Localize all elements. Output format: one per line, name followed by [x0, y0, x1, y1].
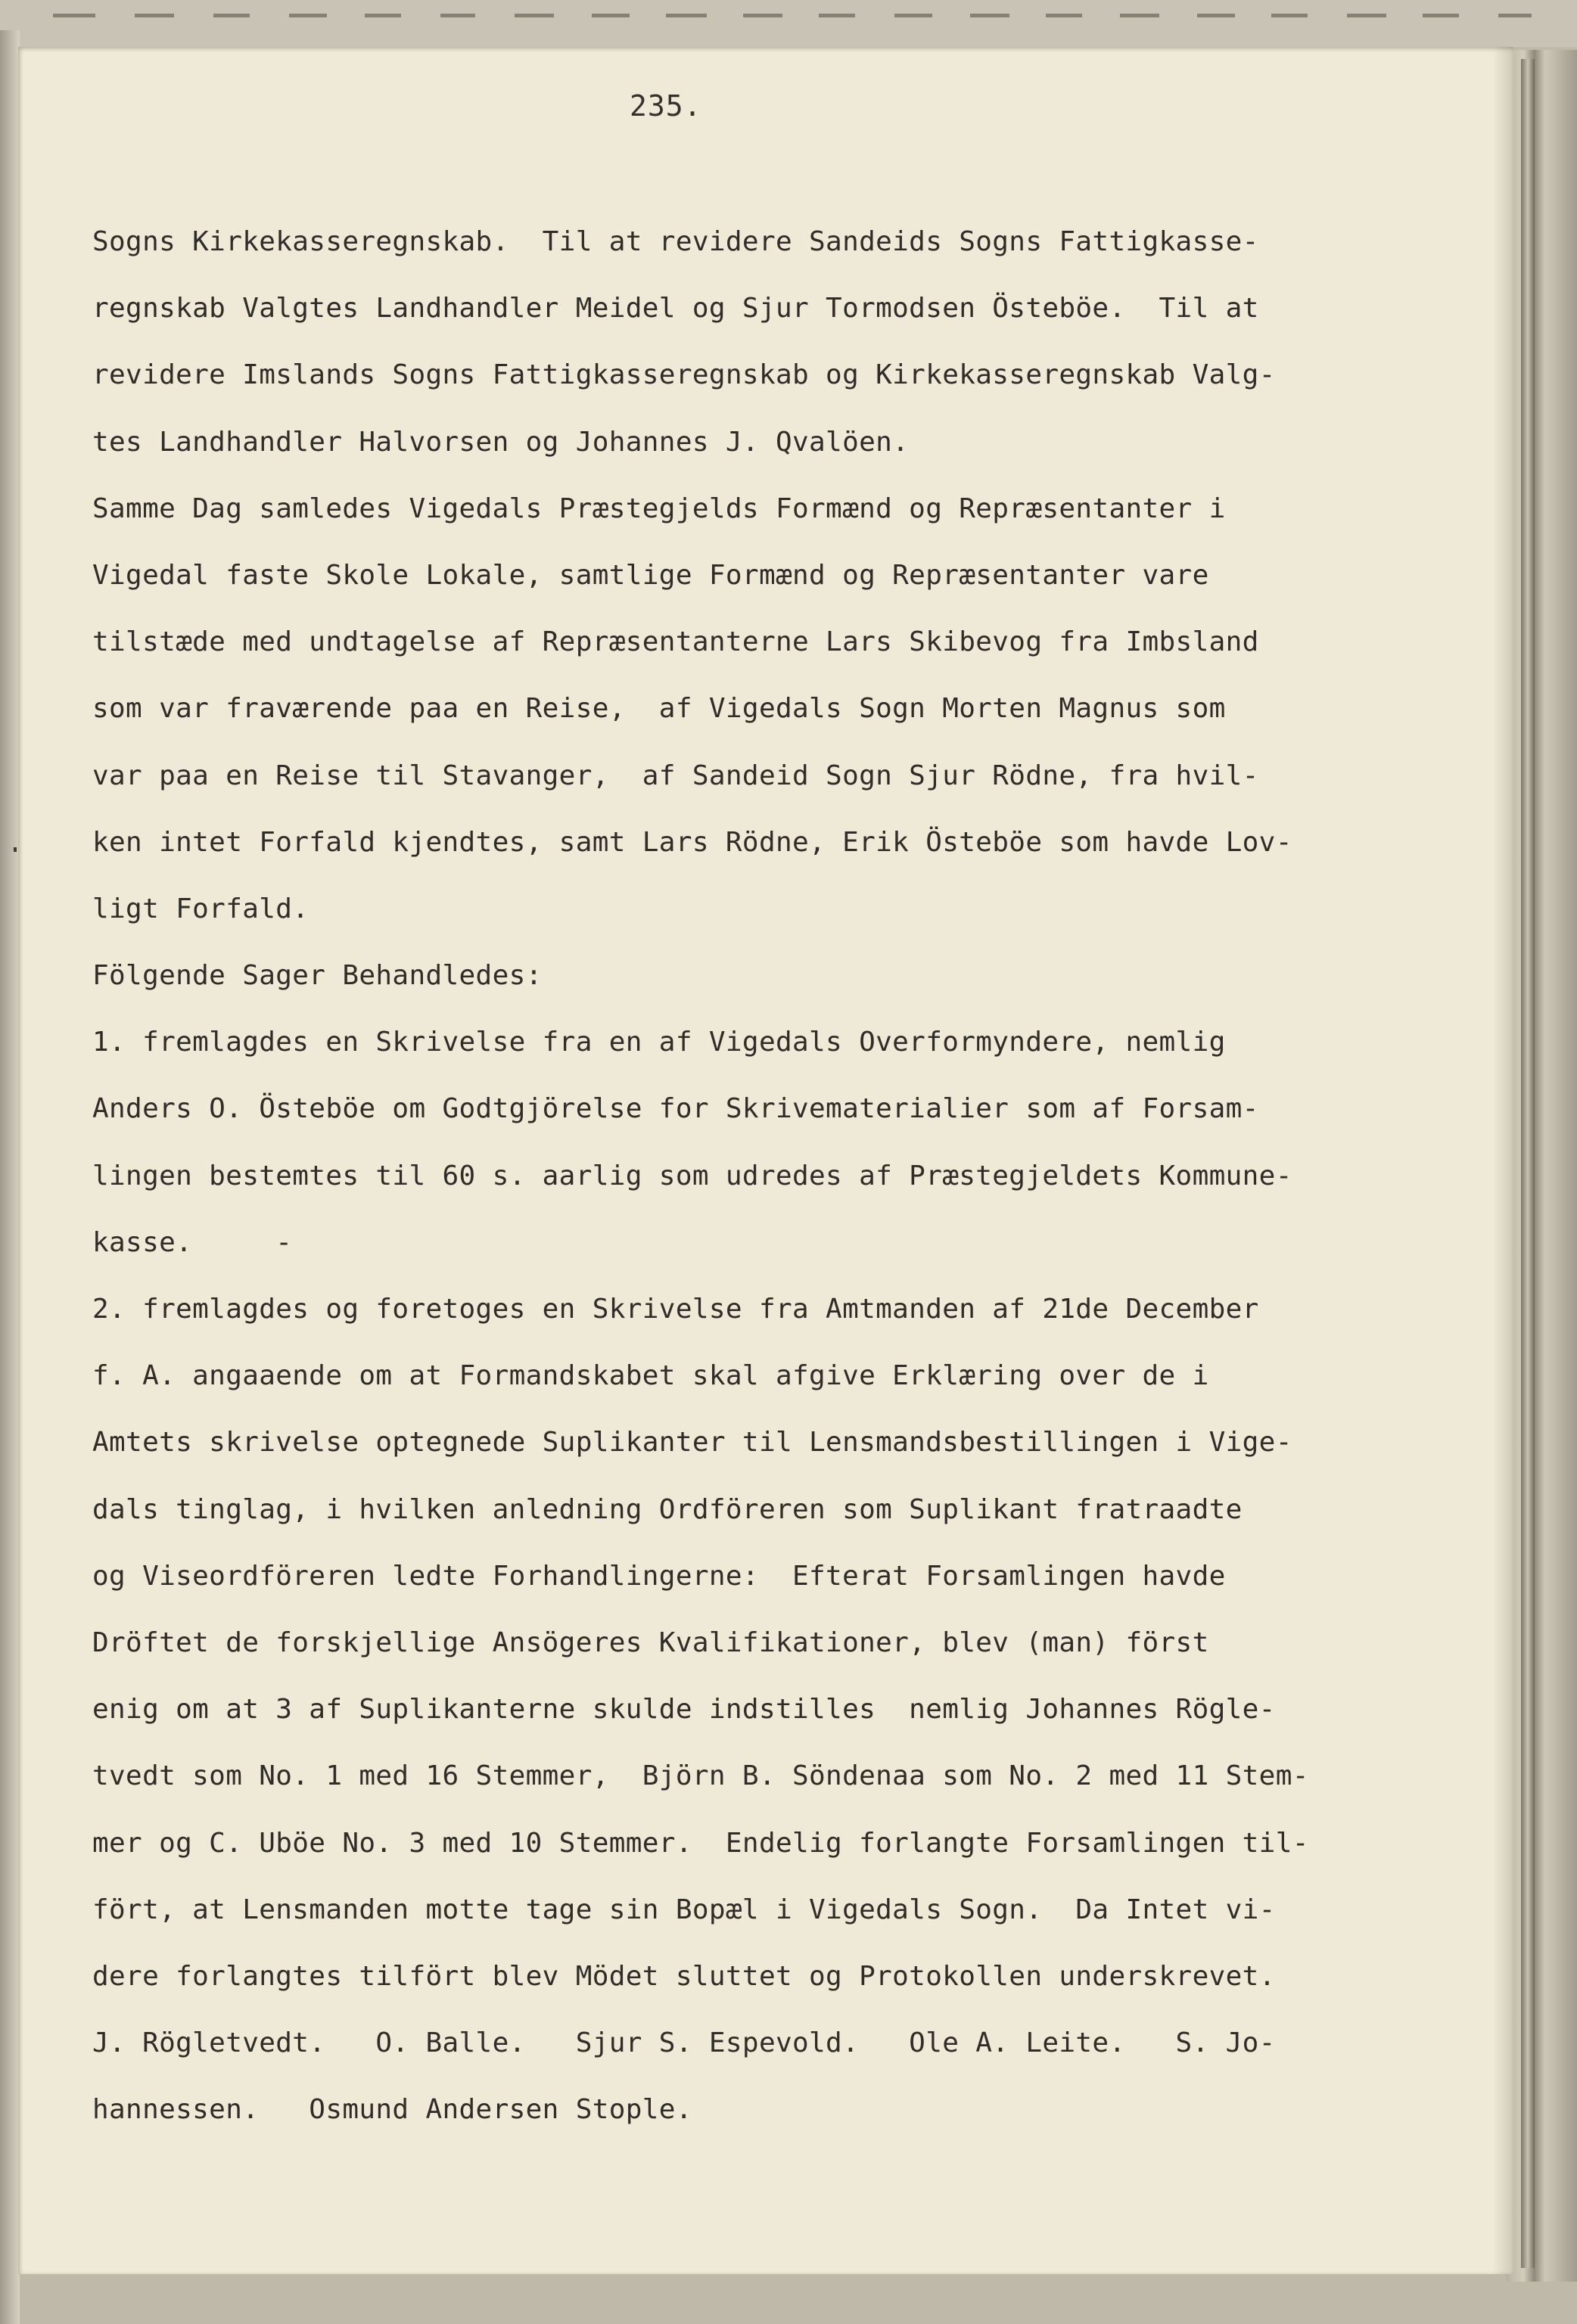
ruled-dash	[592, 14, 630, 17]
ruled-dash	[1423, 14, 1459, 17]
text-line: tvedt som No. 1 med 16 Stemmer, Björn B. Söndenaa som No. 2 med 11 Stem-	[92, 1760, 1309, 1792]
ruled-dash	[1046, 14, 1082, 17]
binding-edge	[0, 30, 20, 2324]
text-line: dere forlangtes tilfört blev Mödet sluttet og Protokollen underskrevet.	[92, 1960, 1276, 1992]
text-line: dals tinglag, i hvilken anledning Ordföreren som Suplikant fratraadte	[92, 1493, 1243, 1525]
text-line: kasse. -	[92, 1226, 293, 1258]
text-line: J. Rögletvedt. O. Balle. Sjur S. Espevold. Ole A. Leite. S. Jo-	[92, 2027, 1276, 2059]
typed-text-body	[92, 209, 1501, 2143]
text-line: var paa en Reise til Stavanger, af Sandeid Sogn Sjur Rödne, fra hvil-	[92, 760, 1259, 791]
ruled-dash	[666, 14, 707, 17]
text-line: regnskab Valgtes Landhandler Meidel og Sjur Tormodsen Östeböe. Til at	[92, 293, 1259, 325]
text-line: ken intet Forfald kjendtes, samt Lars Rödne, Erik Östeböe som havde Lov-	[92, 826, 1292, 858]
text-line: 2. fremlagdes og foretoges en Skrivelse fra Amtmanden af 21de December	[92, 1294, 1259, 1325]
page-stack-shadow	[1521, 59, 1535, 2268]
ruled-dash	[440, 14, 475, 17]
text-line: f. A. angaaende om at Formandskabet skal afgive Erklæring over de i	[92, 1360, 1209, 1392]
top-edge-strip	[0, 0, 1577, 47]
ruled-dash	[213, 14, 250, 17]
ruled-dash	[1498, 14, 1532, 17]
ruled-dash	[53, 14, 95, 17]
ruled-dash	[1120, 14, 1159, 17]
text-line: tes Landhandler Halvorsen og Johannes J. Qvalöen.	[92, 426, 910, 458]
text-line: tilstæde med undtagelse af Repræsentanterne Lars Skibevog fra Imbsland	[92, 626, 1259, 658]
text-line: Samme Dag samledes Vigedals Præstegjelds Formænd og Repræsentanter i	[92, 492, 1226, 524]
text-line: og Viseordföreren ledte Forhandlingerne: Efterat Forsamlingen havde	[92, 1560, 1226, 1592]
text-line: som var fraværende paa en Reise, af Vigedals Sogn Morten Magnus som	[92, 693, 1226, 725]
page-number: 235.	[630, 89, 702, 123]
ruled-dash	[1347, 14, 1386, 17]
ruled-dash	[743, 14, 782, 17]
text-line: lingen bestemtes til 60 s. aarlig som udredes af Præstegjeldets Kommune-	[92, 1160, 1292, 1192]
text-line: 1. fremlagdes en Skrivelse fra en af Vigedals Overformyndere, nemlig	[92, 1027, 1226, 1058]
text-line: ligt Forfald.	[92, 893, 309, 924]
ruled-dash	[289, 14, 327, 17]
text-line: Anders O. Östeböe om Godtgjörelse for Skrivematerialier som af Forsam-	[92, 1093, 1259, 1125]
ruled-dash	[819, 14, 855, 17]
text-line: revidere Imslands Sogns Fattigkasseregnskab og Kirkekasseregnskab Valg-	[92, 359, 1276, 391]
edge-mark	[14, 847, 17, 852]
ruled-dash	[1271, 14, 1308, 17]
ruled-dash	[365, 14, 401, 17]
ruled-dash	[970, 14, 1009, 17]
ruled-dash	[894, 14, 932, 17]
text-line: Vigedal faste Skole Lokale, samtlige Formænd og Repræsentanter vare	[92, 559, 1209, 591]
text-line: Fölgende Sager Behandledes:	[92, 960, 543, 992]
ruled-dash	[1197, 14, 1235, 17]
ruled-dash	[135, 14, 174, 17]
text-line: enig om at 3 af Suplikanterne skulde indstilles nemlig Johannes Rögle-	[92, 1694, 1276, 1726]
text-line: Amtets skrivelse optegnede Suplikanter til Lensmandsbestillingen i Vige-	[92, 1427, 1292, 1459]
ruled-dash	[515, 14, 554, 17]
text-line: hannessen. Osmund Andersen Stople.	[92, 2094, 692, 2126]
text-line: Dröftet de forskjellige Ansögeres Kvalifikationer, blev (man) först	[92, 1626, 1209, 1658]
text-line: fört, at Lensmanden motte tage sin Bopæl i Vigedals Sogn. Da Intet vi-	[92, 1894, 1276, 1925]
page-stack-edge	[1506, 50, 1577, 2282]
text-line: mer og C. Uböe No. 3 med 10 Stemmer. Endelig forlangte Forsamlingen til-	[92, 1827, 1309, 1859]
text-line: Sogns Kirkekasseregnskab. Til at revidere Sandeids Sogns Fattigkasse-	[92, 226, 1259, 257]
